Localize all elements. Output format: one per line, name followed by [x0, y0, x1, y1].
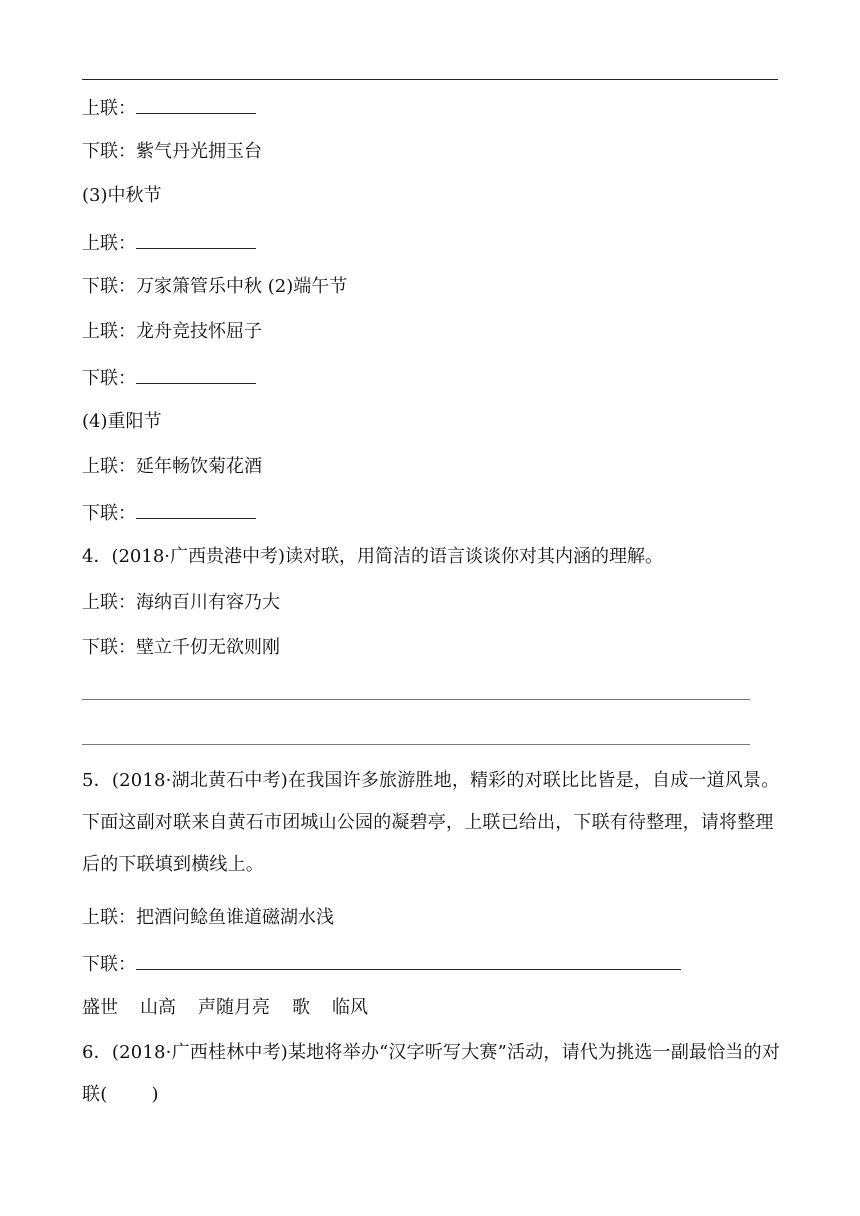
question-4: 4．(2018·广西贵港中考)读对联，用简洁的语言谈谈你对其内涵的理解。: [82, 546, 664, 567]
couplet-line-7: [82, 365, 256, 391]
question-6-text: 6．(2018·广西桂林中考)某地将举办“汉字听写大赛”活动，请代为挑选一副最恰当的对联(: [82, 1042, 781, 1105]
header-rule: [82, 79, 778, 80]
line-label: 上联：: [82, 233, 136, 254]
answer-line[interactable]: [82, 699, 750, 700]
couplet-line-1: [82, 95, 256, 121]
question-6: [82, 1032, 782, 1116]
line-label: 下联：: [82, 503, 136, 524]
q4-lower-couplet: 下联：壁立千仞无欲则刚: [82, 637, 280, 658]
word-item: 山高: [140, 997, 176, 1018]
question-6-close-paren: ): [151, 1084, 159, 1105]
word-item: 临风: [332, 997, 368, 1018]
couplet-line-10: [82, 500, 256, 526]
couplet-line-4: [82, 230, 256, 256]
question-5: 5．(2018·湖北黄石中考)在我国许多旅游胜地，精彩的对联比比皆是，自成一道风景。下面这副对联来自黄石市团城山公园的凝碧亭，上联已给出，下联有待整理，请将整理后的下联填到横线上。: [82, 770, 780, 875]
word-item: 声随月亮: [198, 997, 270, 1018]
subquestion-label: (4)重阳节: [82, 411, 162, 432]
line-label: 下联：: [82, 954, 136, 975]
word-item: 歌: [292, 997, 310, 1018]
subquestion-label: (3)中秋节: [82, 185, 162, 206]
q5-upper-couplet: 上联：把酒问鲶鱼谁道磁湖水浅: [82, 907, 334, 928]
word-item: 盛世: [82, 997, 118, 1018]
line-label: 下联：: [82, 368, 136, 389]
answer-blank[interactable]: [136, 365, 256, 384]
q5-word-bank: [82, 996, 390, 1020]
answer-blank[interactable]: [136, 500, 256, 519]
q4-upper-couplet: 上联：海纳百川有容乃大: [82, 592, 280, 613]
answer-blank[interactable]: [136, 95, 256, 114]
answer-blank[interactable]: [136, 951, 681, 970]
q5-lower-couplet: [82, 951, 681, 977]
couplet-line-5: 下联：万家箫管乐中秋 (2)端午节: [82, 276, 348, 297]
couplet-line-9: 上联：延年畅饮菊花酒: [82, 456, 262, 477]
couplet-line-2: 下联：紫气丹光拥玉台: [82, 141, 262, 162]
couplet-line-6: 上联：龙舟竞技怀屈子: [82, 321, 262, 342]
line-label: 上联：: [82, 98, 136, 119]
answer-line[interactable]: [82, 744, 750, 745]
answer-blank[interactable]: [136, 230, 256, 249]
